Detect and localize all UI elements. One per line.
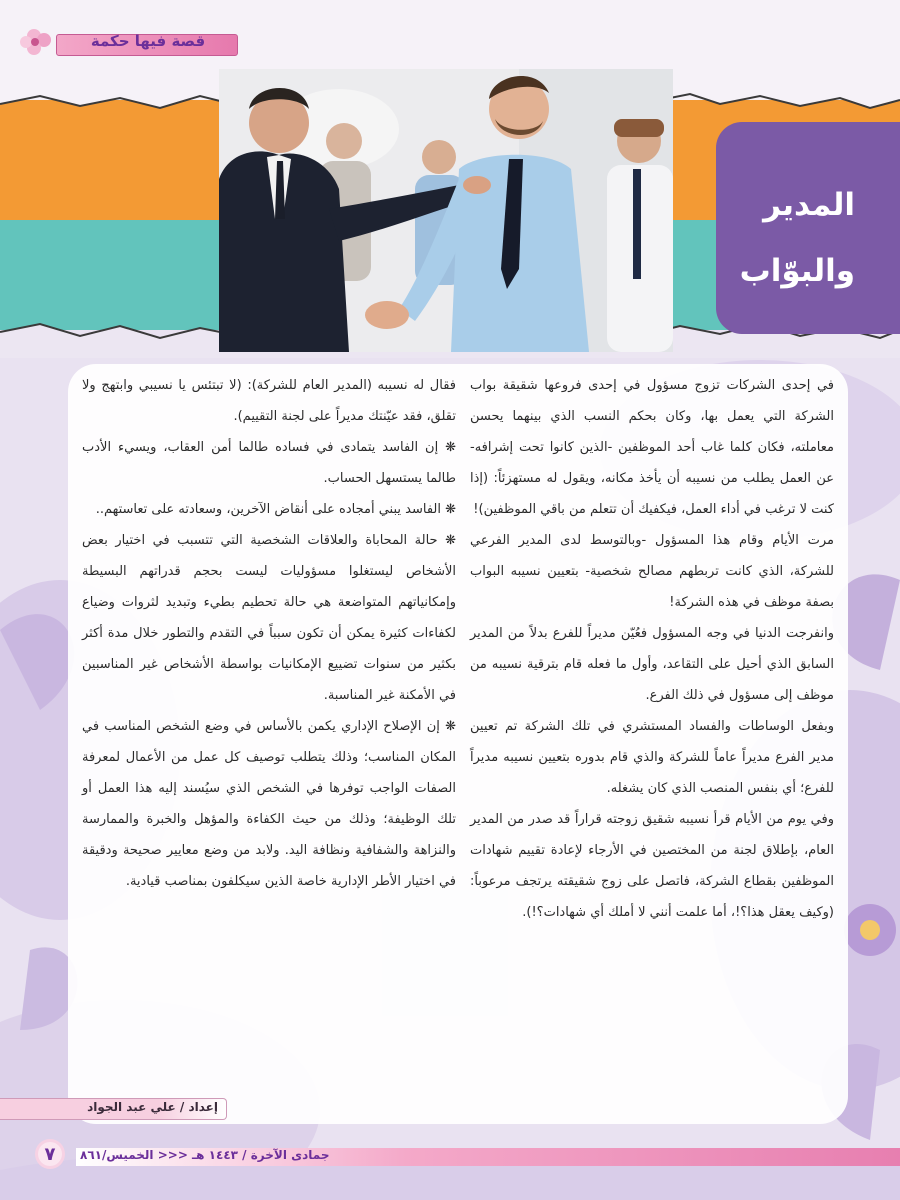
article-title [735, 172, 855, 304]
paragraph: ❋ حالة المحاباة والعلاقات الشخصية التي تتسبب في اختيار بعض الأشخاص ليستغلوا مسؤوليات ليست بحجم قدراتهم البسيطة وإمكانياتهم المتواضعة هي حالة تحطيم بطيء وتبديد لثروات وضياع لكفاءات كثيرة يمكن أن تكون سبباً في التقدم والتطور خلال مدة أكثر بكثير من سنوات تضييع الإمكانيات بواسطة الأشخاص غير المناسبين في الأمكنة غير المناسبة. [82, 533, 456, 703]
paragraph: ❋ إن الإصلاح الإداري يكمن بالأساس في وضع الشخص المناسب في المكان المناسب؛ وذلك يتطلب توصيف كل عمل من الأعمال لمعرفة الصفات الواجب توفرها في الشخص الذي سيُسند إليه هذا العمل أو تلك الوظيفة؛ وذلك من حيث الكفاءة والمؤهل والخبرة والممارسة والنزاهة والشفافية ونظافة اليد. ولابد من وضع معايير صحيحة ودقيقة في اختيار الأطر الإدارية خاصة الذين سيكلفون بمناصب قيادية. [82, 719, 456, 889]
paragraph: فقال له نسيبه (المدير العام للشركة): (لا تبتئس يا نسيبي وابتهج ولا تقلق، فقد عيّنتك مديراً على لجنة التقييم). [82, 378, 456, 424]
handshake-photo [219, 69, 673, 352]
byline [0, 1096, 226, 1122]
paragraph: مرت الأيام وقام هذا المسؤول -وبالتوسط لدى المدير الفرعي للشركة، الذي كانت تربطهم مصالح شخصية- بتعيين نسيبه البواب بصفة موظف في هذه الشركة! [470, 533, 834, 610]
title-line-2: والبوّاب [739, 253, 855, 289]
footer-issue-line: جمادى الآخرة / ١٤٤٣ هـ <<< الخميس/٨٦١ [80, 1148, 330, 1162]
article-column-right [470, 370, 834, 928]
byline-text: إعداد / علي عبد الجواد [87, 1100, 218, 1114]
paragraph: وانفرجت الدنيا في وجه المسؤول فعُيّن مديراً للفرع بدلاً من المدير السابق الذي أحيل على التقاعد، وأول ما فعله قام بترقية نسيبه من موظف إلى مسؤول في ذلك الفرع. [470, 626, 834, 703]
page-number: ٧ [44, 1144, 56, 1165]
section-label: قصة فيها حكمة [90, 32, 206, 50]
page-number-badge [32, 1134, 68, 1174]
paragraph: وفي يوم من الأيام قرأ نسيبه شقيق زوجته قراراً قد صدر من المدير العام، بإطلاق لجنة من المختصين في الأرجاء لإعادة تقييم شهادات الموظفين بقطاع الشركة، فاتصل على زوج شقيقته يرتجف مرعوباً: (وكيف يعقل هذا؟!، أما علمت أنني لا أملك أي شهادات؟!). [470, 812, 834, 920]
article-column-left [82, 370, 456, 897]
paragraph: وبفعل الوساطات والفساد المستشري في تلك الشركة تم تعيين مدير الفرع مديراً عاماً للشركة والذي قام بدوره بتعيين نسيبه مديراً للفرع؛ أي بنفس المنصب الذي كان يشغله. [470, 719, 834, 796]
paragraph: ❋ الفاسد يبني أمجاده على أنقاض الآخرين، وسعادته على تعاستهم.. [95, 502, 456, 517]
paragraph: في إحدى الشركات تزوج مسؤول في إحدى فروعها شقيقة بواب الشركة التي يعمل بها، وكان بحكم النسب الذي بينهما يحسن معاملته، فكان كلما غاب أحد الموظفين -الذين كانوا تحت إشرافه- عن العمل يطلب من نسيبه أن يأخذ مكانه، ويقول له مستهزئاً: (إذا كنت لا ترغب في أداء العمل، فيكفيك أن تتعلم من باقي الموظفين)! [470, 378, 834, 517]
paragraph: ❋ إن الفاسد يتمادى في فساده طالما أمن العقاب، ويسيء الأدب طالما يستسهل الحساب. [82, 440, 456, 486]
title-line-1: المدير [763, 187, 855, 223]
flower-icon [20, 26, 60, 60]
section-tag [20, 26, 238, 60]
